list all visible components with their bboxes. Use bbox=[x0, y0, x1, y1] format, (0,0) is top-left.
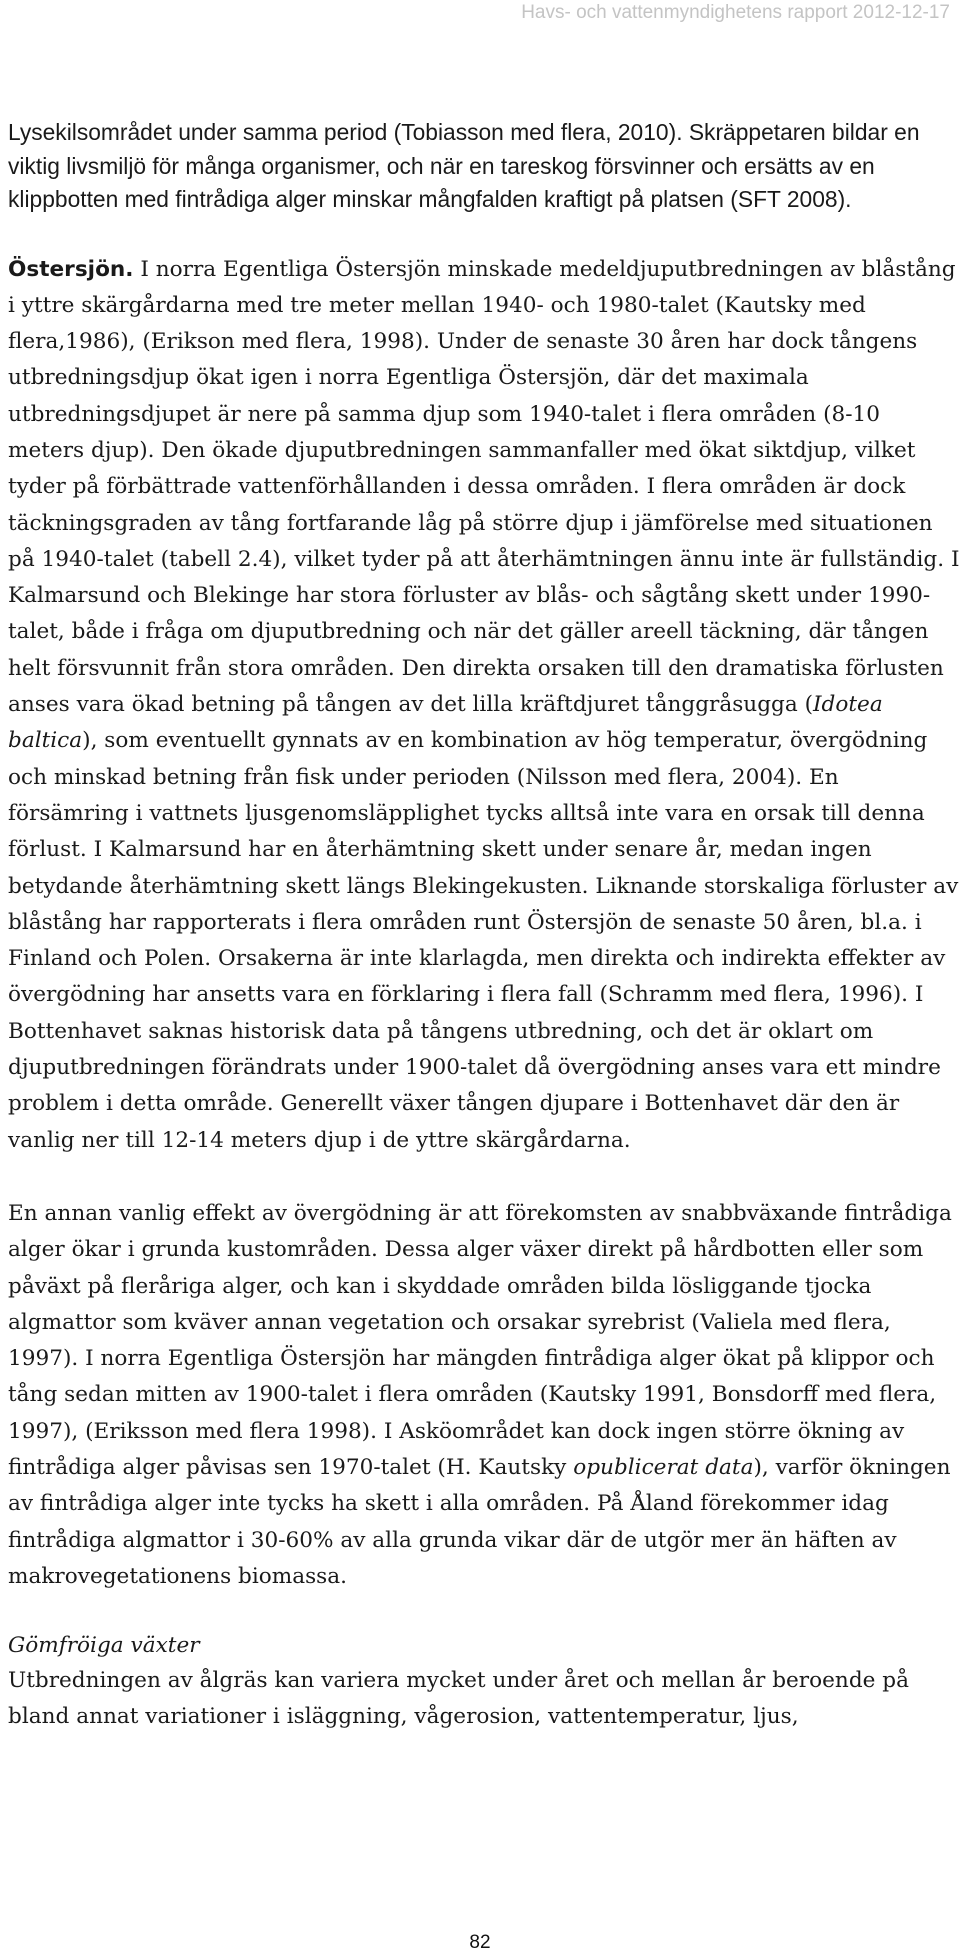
species-name: Idotea baltica bbox=[8, 692, 883, 754]
document-body bbox=[8, 116, 960, 1736]
report-header: Havs- och vattenmyndighetens rapport 2012-12-17 bbox=[521, 2, 950, 23]
paragraph-gap bbox=[8, 217, 960, 252]
paragraph-gap bbox=[8, 1595, 960, 1629]
paragraph-gap bbox=[8, 1159, 960, 1196]
italic-reference: opublicerat data bbox=[573, 1455, 754, 1480]
paragraph-text: ), som eventuellt gynnats av en kombination av hög temperatur, övergödning och minskad betning från fisk under perioden (Nilsson med flera, 2004). En försämring i vattnets ljusgenomsläpplighet tycks alltså inte vara en orsak till denna förlust. I Kalmarsund har en återhämtning skett under senare år, medan ingen betydande återhämtning skett längs Blekingekusten. Liknande storskaliga förluster av blåstång har rapporterats i flera områden runt Östersjön de senaste 50 åren, bl.a. i Finland och Polen. Orsakerna är inte klarlagda, men direkta och indirekta effekter av övergödning har ansetts vara en förklaring i flera fall (Schramm med flera, 1996). I Bottenhavet saknas historisk data på tångens utbredning, och det är oklart om djuputbredningen förändrats under 1900-talet då övergödning anses vara ett mindre problem i detta område. Generellt växer tången djupare i Bottenhavet där den är vanlig ner till 12-14 meters djup i de yttre skärgårdarna. bbox=[8, 728, 959, 1153]
paragraph-text: ), varför ökningen av fintrådiga alger inte tycks ha skett i alla områden. På Åland förekommer idag fintrådiga algmattor i 30-60% av alla grunda vikar där de utgör mer än häften av makrovegetationens biomassa. bbox=[8, 1455, 951, 1589]
page-number: 82 bbox=[469, 1932, 491, 1953]
paragraph-text: I norra Egentliga Östersjön minskade medeldjuputbredningen av blåstång i yttre skärgårdarna med tre meter mellan 1940- och 1980-talet (Kautsky med flera,1986), (Erikson med flera, 1998). Under de senaste 30 åren har dock tångens utbredningsdjup ökat igen i norra Egentliga Östersjön, där det maximala utbredningsdjupet är nere på samma djup som 1940-talet i flera områden (8-10 meters djup). Den ökade djuputbredningen sammanfaller med ökat siktdjup, vilket tyder på förbättrade vattenförhållanden i dessa områden. I flera områden är dock täckningsgraden av tång fortfarande låg på större djup i jämförelse med situationen på 1940-talet (tabell 2.4), vilket tyder på att återhämtningen ännu inte är fullständig. I Kalmarsund och Blekinge har stora förluster av blås- och sågtång skett under 1990-talet, både i fråga om djuputbredning och när det gäller areell täckning, där tången helt försvunnit från stora områden. Den direkta orsaken till den dramatiska förlusten anses vara ökad betning på tången av det lilla kräftdjuret tånggråsugga ( bbox=[8, 256, 960, 718]
paragraph-fintradiga bbox=[8, 1196, 960, 1595]
section-subheading: Gömfröiga växter bbox=[8, 1633, 200, 1659]
paragraph-gomfroiga: Utbredningen av ålgräs kan variera mycket under året och mellan år beroende på bland annat variationer i isläggning, vågerosion, vattentemperatur, ljus, bbox=[8, 1668, 909, 1730]
paragraph-intro: Lysekilsområdet under samma period (Tobiasson med flera, 2010). Skräppetaren bildar en viktig livsmiljö för många organismer, och när en tareskog försvinner och ersätts av en klippbotten med fintrådiga alger minskar mångfalden kraftigt på platsen (SFT 2008). bbox=[8, 119, 920, 212]
paragraph-ostersjon bbox=[8, 252, 960, 1159]
paragraph-text: En annan vanlig effekt av övergödning är att förekomsten av snabbväxande fintrådiga alger ökar i grunda kustområden. Dessa alger växer direkt på hårdbotten eller som påväxt på fleråriga alger, och kan i skyddade områden bilda lösliggande tjocka algmattor som kväver annan vegetation och orsakar syrebrist (Valiela med flera, 1997). I norra Egentliga Östersjön har mängden fintrådiga alger ökat på klippor och tång sedan mitten av 1900-talet i flera områden (Kautsky 1991, Bonsdorff med flera, 1997), (Eriksson med flera 1998). I Asköområdet kan dock ingen större ökning av fintrådiga alger påvisas sen 1970-talet (H. Kautsky bbox=[8, 1200, 952, 1480]
paragraph-lead-heading: Östersjön. bbox=[8, 256, 134, 282]
